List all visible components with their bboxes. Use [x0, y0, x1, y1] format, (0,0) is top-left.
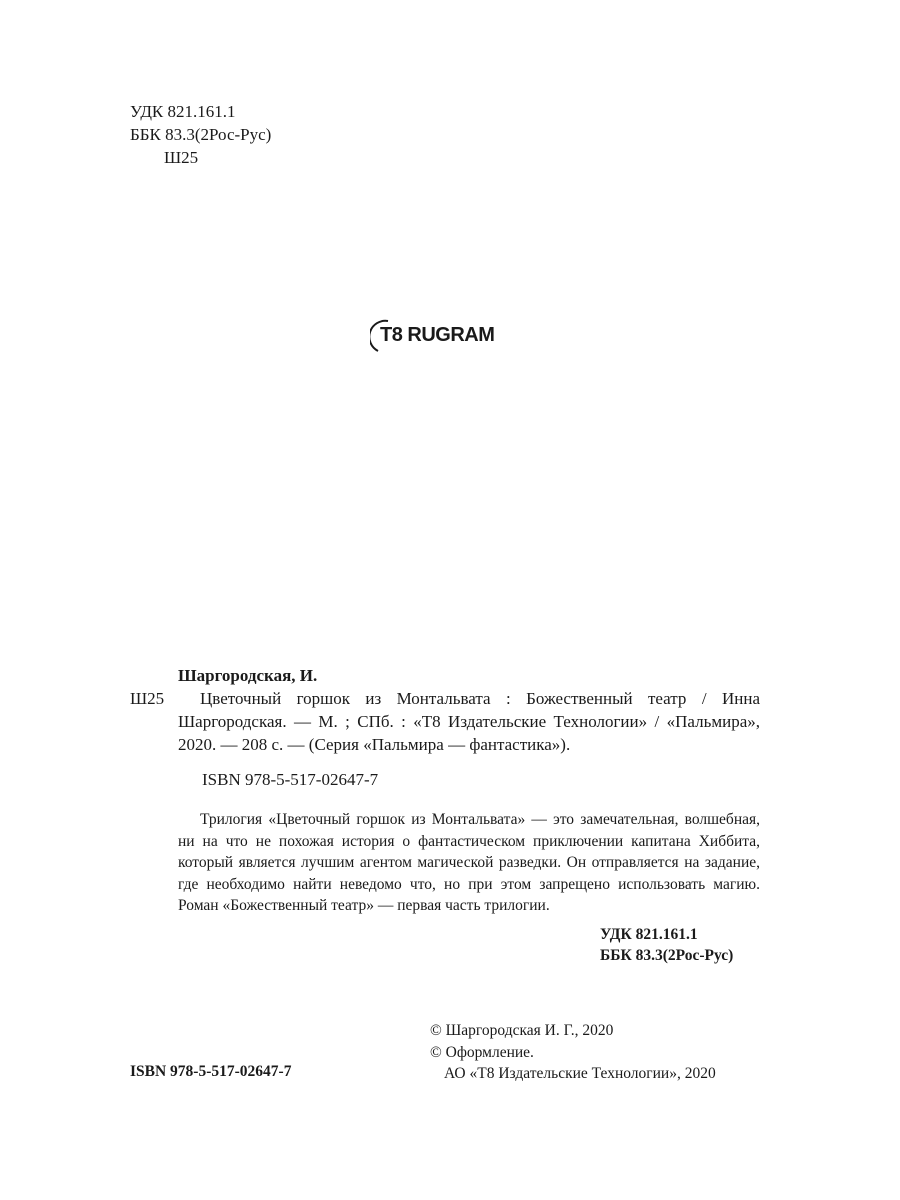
- copyright-publisher: АО «Т8 Издательские Технологии», 2020: [444, 1065, 716, 1082]
- card-entry: [130, 687, 760, 756]
- isbn-bottom: ISBN 978-5-517-02647-7: [130, 1063, 292, 1080]
- card-author: Шаргородская, И.: [178, 666, 318, 685]
- bbk-code: ББК 83.3(2Рос-Рус): [130, 125, 272, 144]
- card-description: Цветочный горшок из Монтальвата : Божественный театр / Инна Шаргородская. — М. ; СПб. : «Т8 Издательские Технологии» / «Пальмира», 2020. — 208 с. — (Серия «Пальмира — фантастика»).: [178, 689, 760, 754]
- card-isbn: ISBN 978-5-517-02647-7: [202, 770, 379, 789]
- bbk-code-bold: ББК 83.3(2Рос-Рус): [600, 947, 734, 964]
- publisher-logo-text: T8 RUGRAM: [380, 324, 495, 346]
- publisher-logo: [370, 318, 510, 354]
- copyright-block: [430, 1020, 716, 1085]
- card-author-sign: Ш25: [130, 689, 165, 708]
- classification-block-top: [130, 100, 271, 169]
- classification-block-right: [600, 924, 733, 966]
- copyright-design: © Оформление.: [430, 1043, 534, 1061]
- udk-code-bold: УДК 821.161.1: [600, 926, 698, 943]
- author-sign: Ш25: [164, 148, 199, 167]
- copyright-author: © Шаргородская И. Г., 2020: [430, 1022, 614, 1039]
- udk-code: УДК 821.161.1: [130, 102, 236, 121]
- card-annotation: Трилогия «Цветочный горшок из Монтальвата» — это замечательная, волшебная, ни на что не похожая история о фантастическом приключении капитана Хиббита, который является лучшим агентом магической разведки. Он отправляется на задание, где необходимо найти неведомо что, но при этом запрещено использовать магию. Роман «Божественный театр» — первая часть трилогии.: [178, 811, 760, 914]
- catalog-card: [130, 664, 760, 917]
